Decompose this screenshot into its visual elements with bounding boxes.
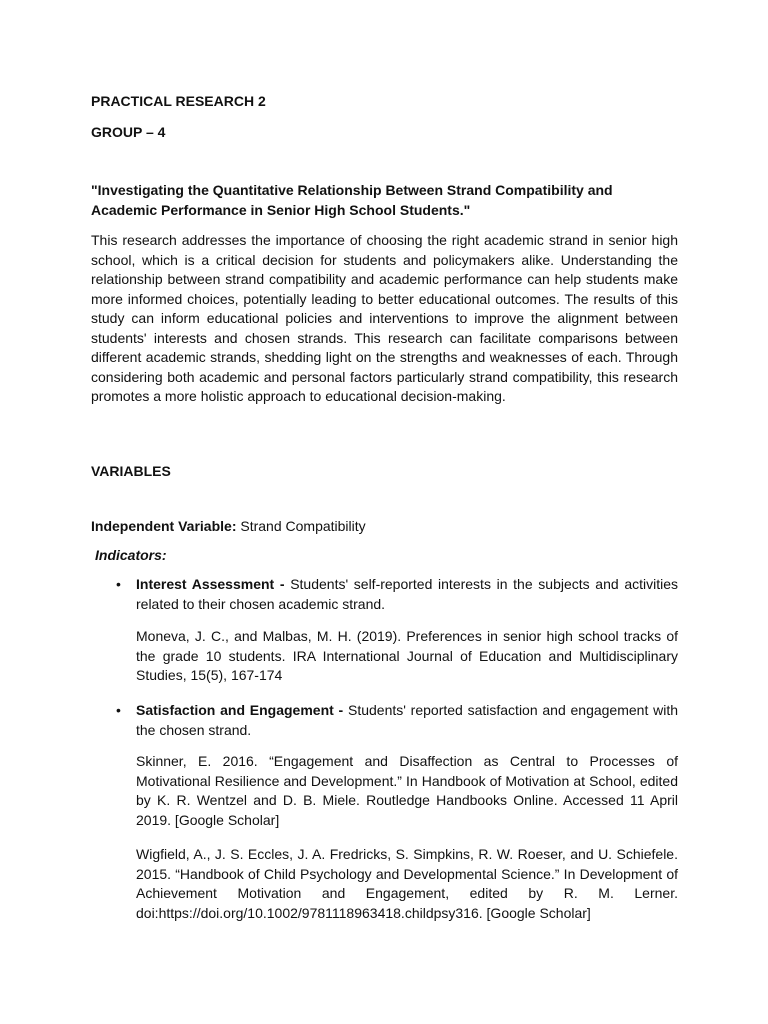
- indicator-item-satisfaction-engagement: [136, 701, 678, 740]
- independent-variable-line: [91, 517, 366, 536]
- independent-variable-label: Independent Variable:: [91, 518, 237, 534]
- course-heading: PRACTICAL RESEARCH 2: [91, 93, 266, 109]
- study-title: "Investigating the Quantitative Relationship Between Strand Compatibility and Academic Performance in Senior High School Students.": [91, 182, 613, 218]
- indicator-description: Students' self-reported interests in the subjects and activities related to their chosen academic strand.: [136, 576, 679, 612]
- study-abstract: This research addresses the importance of choosing the right academic strand in senior high school, which is a critical decision for students and policymakers alike. Understanding the relationship between strand compatibility and academic performance can help students make more informed choices, potentially leading to better educational outcomes. The results of this study can inform educational policies and interventions to improve the alignment between students' interests and chosen strands. This research can facilitate comparisons between different academic strands, shedding light on the strengths and weaknesses of each. Through considering both academic and personal factors particularly strand compatibility, this research promotes a more holistic approach to educational decision-making.: [91, 232, 678, 404]
- variables-heading: VARIABLES: [91, 463, 171, 479]
- indicator-name: Satisfaction and Engagement -: [136, 702, 344, 718]
- group-heading: GROUP – 4: [91, 124, 166, 140]
- independent-variable-value: Strand Compatibility: [236, 518, 366, 534]
- indicators-label: Indicators:: [95, 547, 167, 563]
- reference-moneva: Moneva, J. C., and Malbas, M. H. (2019). Preferences in senior high school tracks of the grade 10 students. IRA International Journal of Education and Multidisciplinary Studies, 15(5), 167-174: [136, 628, 678, 683]
- bullet-icon: •: [116, 702, 121, 718]
- indicator-item-interest-assessment: [136, 575, 678, 614]
- indicator-name: Interest Assessment -: [136, 576, 285, 592]
- bullet-icon: •: [116, 576, 121, 592]
- indicator-description: Students' reported satisfaction and engagement with the chosen strand.: [136, 702, 679, 738]
- reference-wigfield: Wigfield, A., J. S. Eccles, J. A. Fredricks, S. Simpkins, R. W. Roeser, and U. Schiefele. 2015. “Handbook of Child Psychology and Developmental Science.” In Development of Achievement Motivation and Engagement, edited by R. M. Lerner. doi:https://doi.org/10.1002/9781118963418.childpsy316. [Google Scholar]: [136, 846, 678, 921]
- reference-skinner: Skinner, E. 2016. “Engagement and Disaffection as Central to Processes of Motivational Resilience and Development.” In Handbook of Motivation at School, edited by K. R. Wentzel and D. B. Miele. Routledge Handbooks Online. Accessed 11 April 2019. [Google Scholar]: [136, 753, 678, 828]
